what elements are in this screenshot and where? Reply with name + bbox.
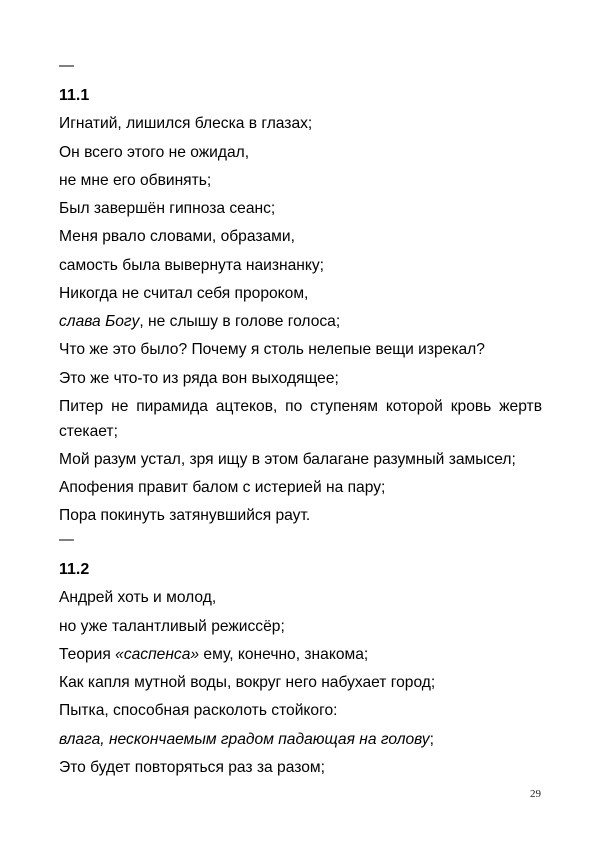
justified-line: Питер не пирамида ацтеков, по ступеням которой кровь жертв [59, 398, 542, 415]
text-line: но уже талантливый режиссёр; [59, 618, 285, 635]
text-fragment: , не слышу в голове голоса; [139, 313, 341, 330]
text-line: Мой разум устал, зря ищу в этом балагане разумный замысел; [59, 451, 516, 468]
section-separator-dash: — [59, 57, 74, 74]
wrapped-paragraph [59, 397, 542, 417]
text-fragment: ему, конечно, знакома; [199, 646, 369, 663]
italic-phrase: «саспенса» [115, 646, 200, 663]
text-line: Как капля мутной воды, вокруг него набухает город; [59, 674, 436, 691]
text-line: Андрей хоть и молод, [59, 589, 217, 606]
italic-phrase: слава Богу [59, 313, 140, 330]
italic-phrase: влага, нескончаемым градом падающая на голову [59, 731, 430, 748]
section-heading: 11.2 [59, 561, 90, 578]
text-fragment: Теория [59, 646, 116, 663]
text-line: Апофения правит балом с истерией на пару; [59, 479, 386, 496]
text-line: Пора покинуть затянувшийся раут. [59, 507, 311, 524]
text-line: не мне его обвинять; [59, 172, 212, 189]
text-line: Что же это было? Почему я столь нелепые вещи изрекал? [59, 341, 485, 358]
text-line: стекает; [59, 423, 118, 440]
section-separator-dash: — [59, 531, 74, 548]
text-line: Меня рвало словами, образами, [59, 228, 295, 245]
text-line: самость была вывернута наизнанку; [59, 257, 324, 274]
text-line: Был завершён гипноза сеанс; [59, 200, 276, 217]
text-line: Никогда не считал себя пророком, [59, 285, 309, 302]
text-line: Это же что-то из ряда вон выходящее; [59, 370, 339, 387]
text-line: Игнатий, лишился блеска в глазах; [59, 115, 313, 132]
page-number: 29 [530, 788, 541, 800]
text-line: Пытка, способная расколоть стойкого: [59, 702, 338, 719]
text-fragment: ; [429, 731, 434, 748]
text-line [59, 312, 340, 332]
text-line [59, 645, 368, 665]
text-line: Это будет повторяться раз за разом; [59, 759, 325, 776]
text-line [59, 730, 434, 750]
text-line: Он всего этого не ожидал, [59, 144, 250, 161]
section-heading: 11.1 [59, 87, 90, 104]
